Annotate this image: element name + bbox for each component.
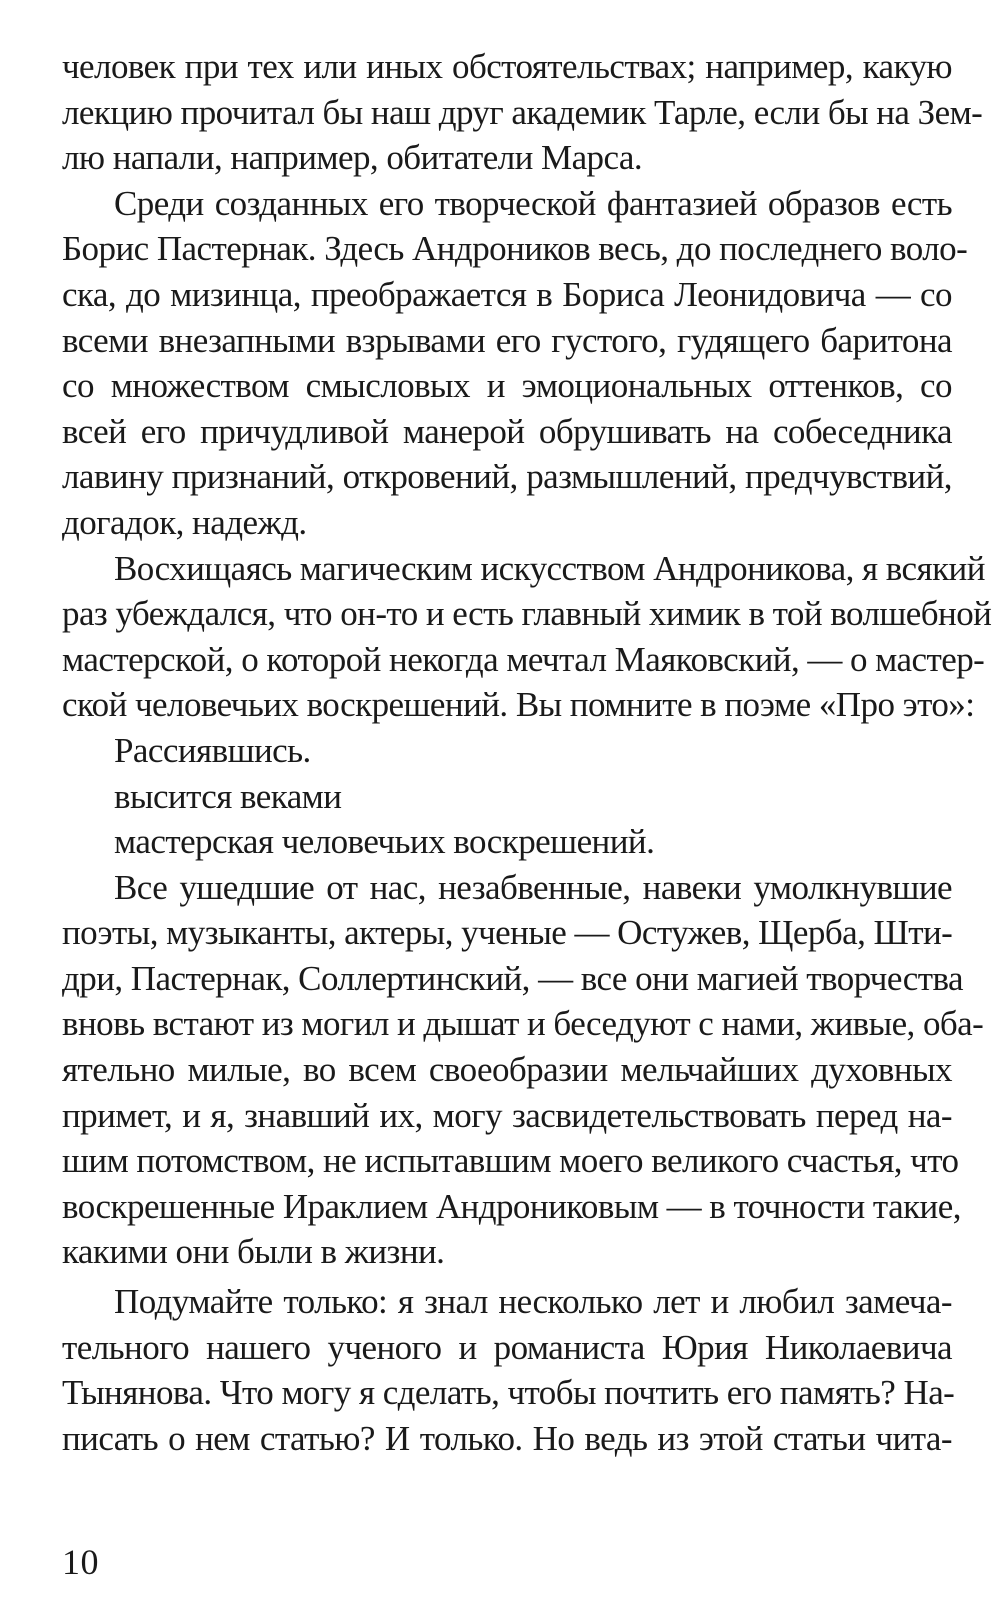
- text-line: ятельно милые, во всем своеобразии мельчайших духовных: [62, 1050, 952, 1090]
- text-line: какими они были в жизни.: [62, 1232, 445, 1272]
- text-line: Тынянова. Что могу я сделать, чтобы почтить его память? На-: [62, 1373, 955, 1413]
- paragraph-start-line: Восхищаясь магическим искусством Андроникова, я всякий: [114, 548, 985, 588]
- text-line: человек при тех или иных обстоятельствах; например, какую: [62, 47, 952, 86]
- text-line: лю напали, например, обитатели Марса.: [62, 138, 643, 178]
- text-line: всей его причудливой манерой обрушивать на собеседника: [62, 411, 952, 451]
- text-line: Борис Пастернак. Здесь Андроников весь, до последнего воло-: [62, 229, 968, 269]
- text-line: мастерской, о которой некогда мечтал Маяковский, — о мастер-: [62, 639, 985, 679]
- page-number: 10: [62, 1542, 99, 1582]
- text-line: писать о нем статью? И только. Но ведь из этой статьи чита-: [62, 1418, 952, 1458]
- poem-quote-line: Рассиявшись.: [114, 730, 311, 770]
- text-line: примет, и я, знавший их, могу засвидетельствовать перед на-: [62, 1095, 952, 1135]
- text-line: тельного нашего ученого и романиста Юрия Николаевича: [62, 1327, 952, 1367]
- text-line: раз убеждался, что он-то и есть главный химик в той волшебной: [62, 594, 992, 634]
- text-line: воскрешенные Ираклием Андрониковым — в точности такие,: [62, 1186, 961, 1226]
- text-line: ска, до мизинца, преображается в Бориса Леонидовича — со: [62, 274, 952, 314]
- text-line: лекцию прочитал бы наш друг академик Тарле, если бы на Зем-: [62, 92, 983, 132]
- text-line: ской человечьих воскрешений. Вы помните в поэме «Про это»:: [62, 685, 975, 725]
- paragraph-start-line: Все ушедшие от нас, незабвенные, навеки умолкнувшие: [114, 867, 952, 907]
- text-line: со множеством смысловых и эмоциональных оттенков, со: [62, 366, 952, 406]
- body-text: [62, 44, 992, 1461]
- text-line: дри, Пастернак, Соллертинский, — все они магией творчества: [62, 958, 963, 998]
- text-line: шим потомством, не испытавшим моего великого счастья, что: [62, 1141, 959, 1181]
- text-line: лавину признаний, откровений, размышлений, предчувствий,: [62, 457, 952, 497]
- poem-quote-line: мастерская человечьих воскрешений.: [114, 822, 655, 862]
- paragraph-start-line: Среди созданных его творческой фантазией образов есть: [114, 183, 952, 223]
- text-line: всеми внезапными взрывами его густого, гудящего баритона: [62, 320, 952, 360]
- text-line: догадок, надежд.: [62, 502, 307, 542]
- poem-quote-line: высится веками: [114, 776, 342, 816]
- text-line: поэты, музыканты, актеры, ученые — Остужев, Щерба, Шти-: [62, 913, 953, 953]
- paragraph-start-line: Подумайте только: я знал несколько лет и любил замеча-: [114, 1282, 952, 1322]
- text-line: вновь встают из могил и дышат и беседуют с нами, живые, оба-: [62, 1004, 984, 1044]
